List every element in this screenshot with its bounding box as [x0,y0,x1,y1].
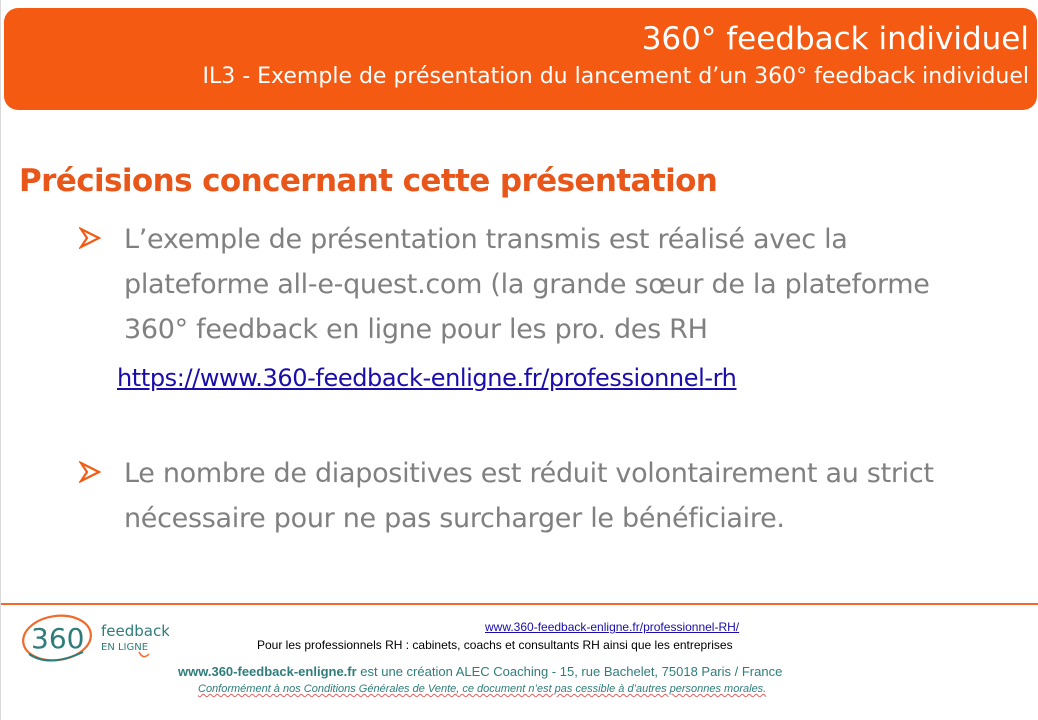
bullet-text: L’exemple de présentation transmis est réalisé avec la plateforme all-e-quest.com (la grande sœur de la plateforme 360° feedback en ligne pour les pro. des RH [124,224,930,345]
arrow-bullet-icon [79,217,103,262]
footer-site-name: www.360-feedback-enligne.fr [178,664,357,679]
footer-credits [178,664,782,680]
slide-subtitle: IL3 - Exemple de présentation du lancement d’un 360° feedback individuel [202,64,1029,89]
footer-address: est une création ALEC Coaching - 15, rue Bachelet, 75018 Paris / France [356,664,783,679]
360-feedback-logo [19,610,169,670]
footer-tagline: Pour les professionnels RH : cabinets, coachs et consultants RH ainsi que les entreprises [257,638,733,652]
arrow-bullet-icon [79,451,103,496]
logo-word-feedback: feedback [101,622,169,640]
section-heading: Précisions concernant cette présentation [19,163,718,199]
footer-divider [1,603,1038,605]
header-banner [4,8,1037,110]
footer-link[interactable]: www.360-feedback-enligne.fr/professionnel-RH/ [485,620,740,634]
logo-number: 360 [31,622,85,655]
footer-terms: Conformément à nos Conditions Générales de Vente, ce document n’est pas cessible à d’autres personnes morales. [198,683,767,695]
platform-link[interactable]: https://www.360-feedback-enligne.fr/professionnel-rh [117,364,737,392]
slide-title: 360° feedback individuel [641,21,1029,57]
logo-word-enligne: EN LIGNE [101,642,149,653]
bullet-text: Le nombre de diapositives est réduit volontairement au strict nécessaire pour ne pas surcharger le bénéficiaire. [124,458,934,534]
